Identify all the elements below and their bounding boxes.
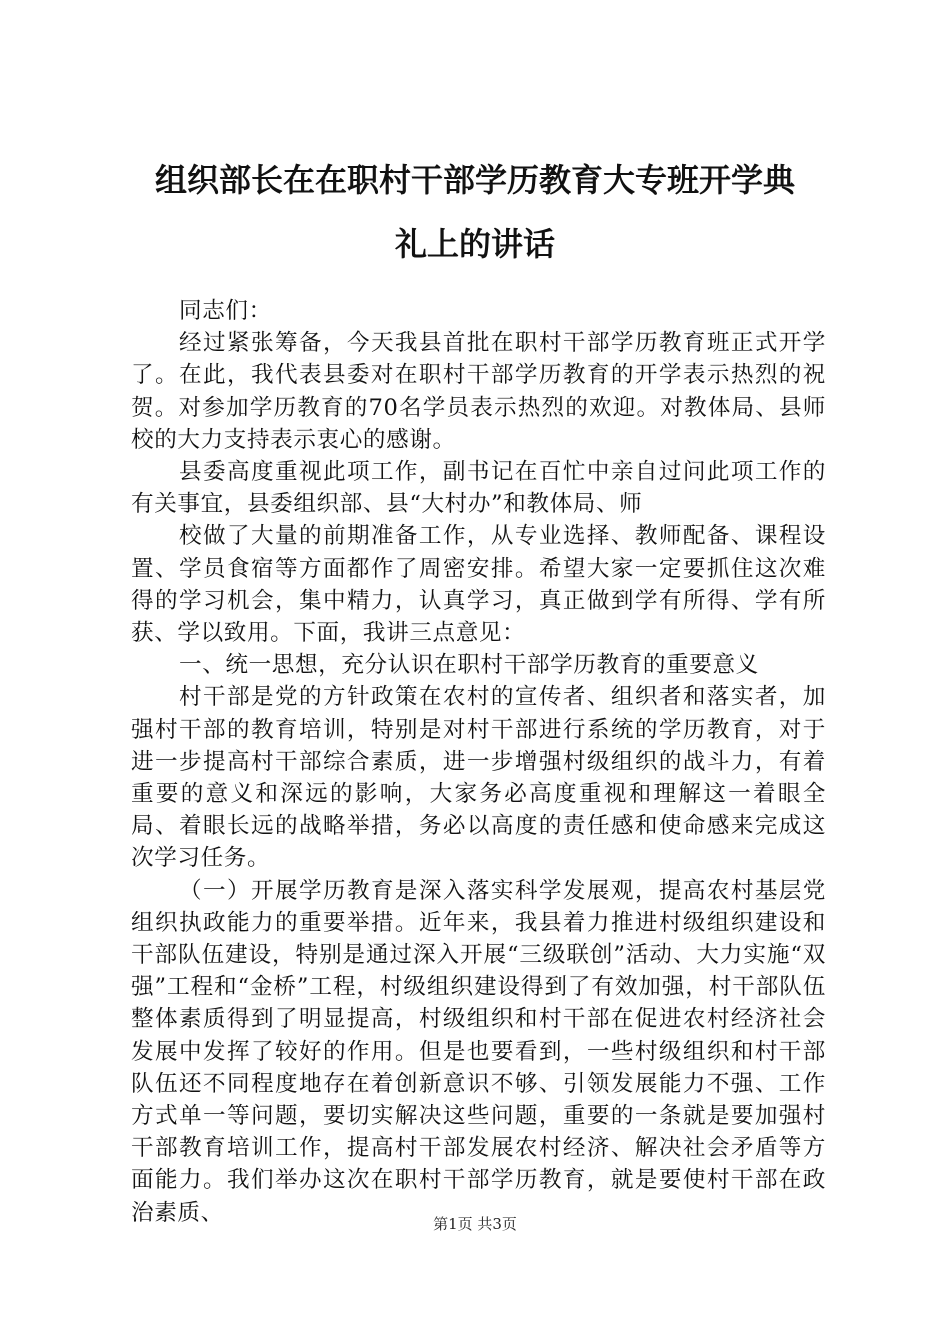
body-paragraph: （一）开展学历教育是深入落实科学发展观，提高农村基层党组织执政能力的重要举措。近年来，我县着力推进村级组织建设和干部队伍建设，特别是通过深入开展“三级联创”活动、大力实施“双强”工程和“金桥”工程，村级组织建设得到了有效加强，村干部队伍整体素质得到了明显提高，村级组织和村干部在促进农村经济社会发展中发挥了较好的作用。但是也要看到，一些村级组织和村干部队伍还不同程度地存在着创新意识不够、引领发展能力不强、工作方式单一等问题，要切实解决这些问题，重要的一条就是要加强村干部教育培训工作，提高村干部发展农村经济、解决社会矛盾等方面能力。我们举办这次在职村干部学历教育，就是要使村干部在政治素质、 — [131, 877, 826, 1226]
body-paragraph: 县委高度重视此项工作，副书记在百忙中亲自过问此项工作的有关事宜，县委组织部、县“大村办”和教体局、师 — [131, 459, 826, 518]
document-title-line-2: 礼上的讲话 — [394, 225, 555, 263]
body-paragraph: 村干部是党的方针政策在农村的宣传者、组织者和落实者，加强村干部的教育培训，特别是对村干部进行系统的学历教育，对于进一步提高村干部综合素质，进一步增强村级组织的战斗力，有着重要的意义和深远的影响，大家务必高度重视和理解这一着眼全局、着眼长远的战略举措，务必以高度的责任感和使命感来完成这次学习任务。 — [131, 684, 826, 872]
document-title-line-1: 组织部长在在职村干部学历教育大专班开学典 — [154, 161, 795, 199]
page-footer: 第1页 共3页 — [433, 1215, 517, 1233]
section-heading: 一、统一思想，充分认识在职村干部学历教育的重要意义 — [179, 652, 759, 679]
body-paragraph: 经过紧张筹备，今天我县首批在职村干部学历教育班正式开学了。在此，我代表县委对在职村干部学历教育的开学表示热烈的祝贺。对参加学历教育的70名学员表示热烈的欢迎。对教体局、县师校的大力支持表示衷心的感谢。 — [131, 330, 826, 453]
salutation: 同志们： — [179, 298, 272, 324]
body-paragraph: 校做了大量的前期准备工作，从专业选择、教师配备、课程设置、学员食宿等方面都作了周密安排。希望大家一定要抓住这次难得的学习机会，集中精力，认真学习，真正做到学有所得、学有所获、学以致用。下面，我讲三点意见： — [131, 523, 826, 647]
document-body — [131, 295, 826, 1229]
